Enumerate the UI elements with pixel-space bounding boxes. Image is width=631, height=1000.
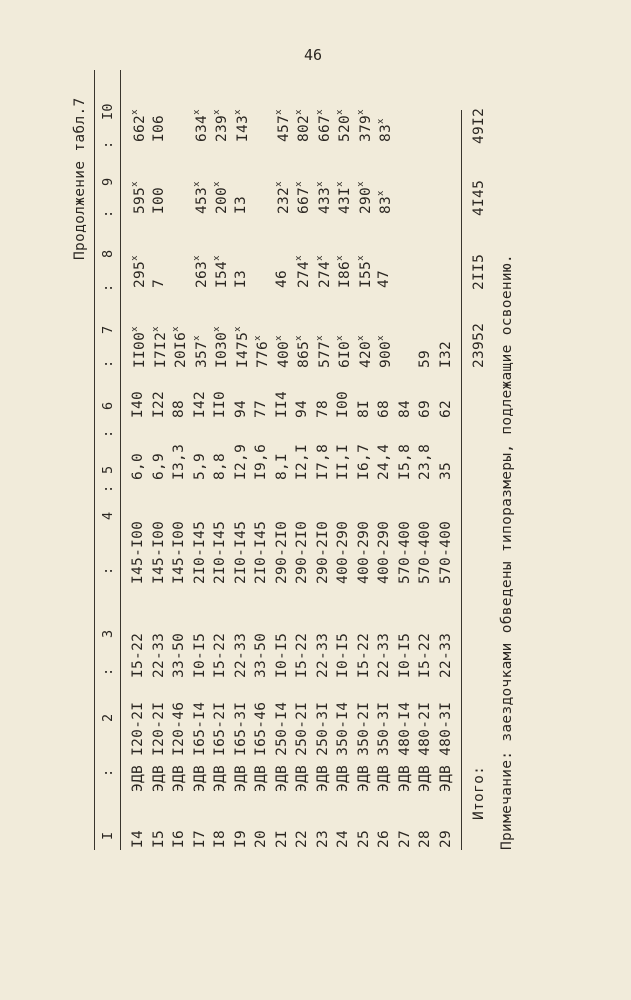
header-separator: : [100,140,116,149]
cell-col10: 802$^x$ [294,109,312,142]
cell-col3: I0-I5 [191,632,208,678]
cell-col2: ЭДВ 350-3I [376,701,392,792]
cell-col7: 20I6$^x$ [171,326,189,368]
column-header-2: 2 [100,713,116,722]
cell-col7: 400$^x$ [273,335,292,368]
cell-col5: II,I [335,443,351,480]
cell-col3: 22-33 [314,632,331,678]
asterisk-mark: x [191,109,202,115]
total-col10: 49I2 [471,107,487,144]
cell-col9: 290$^x$ [355,181,374,214]
footnote: Примечание: заездочками обведены типоразмеры, подлежащие освоению. [499,254,515,850]
cell-col4: 290-2I0 [273,520,290,584]
header-separator: : [100,667,116,676]
cell-col5: 6,9 [150,452,167,480]
asterisk-mark: x [130,109,140,115]
asterisk-mark: x [294,335,304,341]
cell-col3: I5-22 [355,632,372,678]
cell-col7: I7I2$^x$ [150,326,169,368]
asterisk-mark: x [355,181,366,187]
cell-col10: 662$^x$ [130,109,148,142]
cell-col6: 94 [294,399,310,418]
asterisk-mark: x [376,118,386,124]
cell-col5: I3,3 [171,443,187,480]
header-top-rule [94,70,95,850]
cell-col1: 28 [417,829,433,848]
cell-col9: $43I^x$ [335,181,353,214]
cell-col4: 570-400 [396,520,413,584]
rotated-table [58,70,558,850]
column-header-10: I0 [100,103,116,120]
cell-col4: I45-I00 [150,520,167,584]
cell-col5: 35 [437,461,454,480]
page-number: 46 [304,46,323,64]
cell-col6: 77 [253,399,269,418]
cell-col8: 263$^x$ [191,255,210,288]
cell-col1: 29 [437,829,454,848]
column-header-8: 8 [100,249,116,258]
cell-col4: I45-I00 [171,520,187,584]
cell-col1: 22 [294,829,310,848]
cell-col2: ЭДВ 480-3I [437,701,454,792]
cell-col3: 33-50 [171,632,187,678]
asterisk-mark: x [314,255,325,261]
cell-col7: I475$^x$ [232,326,251,368]
cell-col2: ЭДВ I65-I4 [191,701,208,792]
total-col8: 2II5 [471,253,487,290]
cell-col2: ЭДВ I20-2I [130,701,146,792]
cell-col3: I5-22 [212,632,228,678]
cell-col3: 22-33 [376,632,392,678]
cell-col8: I86$^x$ [335,255,353,288]
cell-col4: 2I0-I45 [232,520,249,584]
cell-col2: ЭДВ I65-2I [212,701,228,792]
asterisk-mark: x [355,335,366,341]
cell-col2: ЭДВ I65-46 [253,701,269,792]
cell-col1: 23 [314,829,331,848]
cell-col5: I9,6 [253,443,269,480]
asterisk-mark: x [253,335,263,341]
asterisk-mark: x [273,335,284,341]
asterisk-mark: x [232,109,243,115]
asterisk-mark: x [294,109,304,115]
cell-col2: ЭДВ I20-2I [150,701,167,792]
cell-col7: 776$^x$ [253,335,271,368]
asterisk-mark: x [335,109,345,115]
cell-col4: 400-290 [355,520,372,584]
asterisk-mark: x [294,181,304,187]
cell-col5: 24,4 [376,443,392,480]
asterisk-mark: x [376,190,386,196]
cell-col10: 83$^x$ [376,118,394,142]
totals-label: Итого: [471,765,487,820]
table-caption: Продолжение табл.7 [72,97,88,260]
asterisk-mark: x [376,335,386,341]
asterisk-mark: x [273,181,284,187]
asterisk-mark: x [191,335,202,341]
cell-col4: 2I0-I45 [253,520,269,584]
asterisk-mark: x [355,255,366,261]
cell-col6: I22 [150,390,167,418]
asterisk-mark: x [294,255,304,261]
cell-col10: 379$^x$ [355,109,374,142]
cell-col2: ЭДВ 350-2I [355,701,372,792]
cell-col1: 26 [376,829,392,848]
asterisk-mark: x [191,255,202,261]
asterisk-mark: x [171,326,181,332]
cell-col6: 8I [355,399,372,418]
cell-col7: I030$^x$ [212,326,230,368]
header-separator: : [100,283,116,292]
column-header-6: 6 [100,401,116,410]
cell-col8: I3 [232,269,249,288]
cell-col4: 2I0-I45 [191,520,208,584]
header-bottom-rule [120,70,121,850]
cell-col1: I7 [191,829,208,848]
cell-col9: I00 [150,186,167,214]
asterisk-mark: x [212,255,222,261]
column-header-3: 3 [100,629,116,638]
asterisk-mark: x [335,335,345,341]
cell-col7: 6I0$^x$ [335,335,353,368]
cell-col6: 62 [437,399,454,418]
totals-top-rule [461,110,462,850]
cell-col7: 900$^x$ [376,335,394,368]
cell-col5: 8,I [273,452,290,480]
cell-col7: 420$^x$ [355,335,374,368]
total-col9: 4I45 [471,179,487,216]
cell-col6: 78 [314,399,331,418]
cell-col3: I5-22 [130,632,146,678]
cell-col3: I0-I5 [396,632,413,678]
cell-col3: 22-33 [150,632,167,678]
header-separator: : [100,209,116,218]
cell-col7: 577$^x$ [314,335,333,368]
cell-col6: 68 [376,399,392,418]
cell-col1: 20 [253,829,269,848]
cell-col3: 22-33 [437,632,454,678]
cell-col9: 595$^x$ [130,181,148,214]
cell-col5: 6,0 [130,452,146,480]
column-header-1: I [100,831,116,840]
cell-col9: 667$^x$ [294,181,312,214]
cell-col8: I54$^x$ [212,255,230,288]
cell-col10: 520$^x$ [335,109,353,142]
cell-col1: I8 [212,829,228,848]
cell-col2: ЭДВ I65-3I [232,701,249,792]
cell-col1: I4 [130,829,146,848]
cell-col10: I06 [150,114,167,142]
asterisk-mark: x [212,326,222,332]
cell-col7: 865$^x$ [294,335,312,368]
cell-col1: 2I [273,829,290,848]
asterisk-mark: x [335,255,345,261]
cell-col1: I9 [232,829,249,848]
cell-col1: I5 [150,829,167,848]
header-separator: : [100,768,116,777]
cell-col10: I43$^x$ [232,109,251,142]
cell-col5: 23,8 [417,443,433,480]
cell-col5: I7,8 [314,443,331,480]
cell-col8: 295$^x$ [130,255,148,288]
header-separator: : [100,484,116,493]
cell-col2: ЭДВ 250-I4 [273,701,290,792]
cell-col6: 84 [396,399,413,418]
header-separator: : [100,566,116,575]
asterisk-mark: x [314,181,325,187]
cell-col9: 200$^x$ [212,181,230,214]
cell-col9: 433$^x$ [314,181,333,214]
cell-col2: ЭДВ 250-2I [294,701,310,792]
cell-col2: ЭДВ 350-I4 [335,701,351,792]
cell-col4: 570-400 [437,520,454,584]
cell-col7: I32 [437,340,454,368]
asterisk-mark: x [212,109,222,115]
asterisk-mark: x [355,109,366,115]
cell-col1: 25 [355,829,372,848]
cell-col8: 274$^x$ [314,255,333,288]
cell-col2: ЭДВ 480-2I [417,701,433,792]
asterisk-mark: x [130,326,140,332]
cell-col2: ЭДВ I20-46 [171,701,187,792]
asterisk-mark: x [335,181,345,187]
total-col7: 23952 [471,322,487,368]
cell-col8: 274$^x$ [294,255,312,288]
asterisk-mark: x [191,181,202,187]
cell-col9: I3 [232,195,249,214]
cell-col3: 22-33 [232,632,249,678]
cell-col6: II4 [273,390,290,418]
cell-col6: II0 [212,390,228,418]
cell-col2: ЭДВ 250-3I [314,701,331,792]
cell-col3: I5-22 [417,632,433,678]
asterisk-mark: x [314,109,325,115]
cell-col7: II00$^x$ [130,326,148,368]
cell-col4: 570-400 [417,520,433,584]
cell-col1: I6 [171,829,187,848]
column-header-9: 9 [100,177,116,186]
cell-col10: 239$^x$ [212,109,230,142]
header-separator: : [100,359,116,368]
cell-col3: I0-I5 [273,632,290,678]
cell-col5: 5,9 [191,452,208,480]
cell-col6: I40 [130,390,146,418]
cell-col4: I45-I00 [130,520,146,584]
cell-col4: 400-290 [335,520,351,584]
cell-col6: I42 [191,390,208,418]
cell-col6: 88 [171,399,187,418]
asterisk-mark: x [212,181,222,187]
cell-col7: 59 [417,349,433,368]
column-header-7: 7 [100,325,116,334]
cell-col1: 27 [396,829,413,848]
asterisk-mark: x [273,109,284,115]
cell-col5: I2,9 [232,443,249,480]
header-separator: : [100,429,116,438]
cell-col4: 290-2I0 [294,520,310,584]
cell-col3: I0-I5 [335,632,351,678]
cell-col5: I2,I [294,443,310,480]
cell-col9: 83$^x$ [376,190,394,214]
cell-col10: 634$^x$ [191,109,210,142]
cell-col6: 94 [232,399,249,418]
asterisk-mark: x [314,335,325,341]
cell-col2: ЭДВ 480-I4 [396,701,413,792]
cell-col5: 8,8 [212,452,228,480]
cell-col9: 232$^x$ [273,181,292,214]
asterisk-mark: x [130,181,140,187]
cell-col1: 24 [335,829,351,848]
cell-col6: I00 [335,390,351,418]
cell-col6: 69 [417,399,433,418]
cell-col4: 290-2I0 [314,520,331,584]
cell-col8: 46 [273,269,290,288]
cell-col10: 457$^x$ [273,109,292,142]
cell-col8: 7 [150,278,167,288]
asterisk-mark: x [150,326,161,332]
cell-col8: 47 [376,269,392,288]
cell-col8: I55$^x$ [355,255,374,288]
cell-col3: 33-50 [253,632,269,678]
column-header-4: 4 [100,511,116,520]
cell-col5: I5,8 [396,443,413,480]
cell-col7: 357$^x$ [191,335,210,368]
cell-col10: 667$^x$ [314,109,333,142]
cell-col4: 2I0-I45 [212,520,228,584]
cell-col5: I6,7 [355,443,372,480]
asterisk-mark: x [130,255,140,261]
cell-col4: 400-290 [376,520,392,584]
cell-col3: I5-22 [294,632,310,678]
column-header-5: 5 [100,465,116,474]
asterisk-mark: x [232,326,243,332]
cell-col9: 453$^x$ [191,181,210,214]
